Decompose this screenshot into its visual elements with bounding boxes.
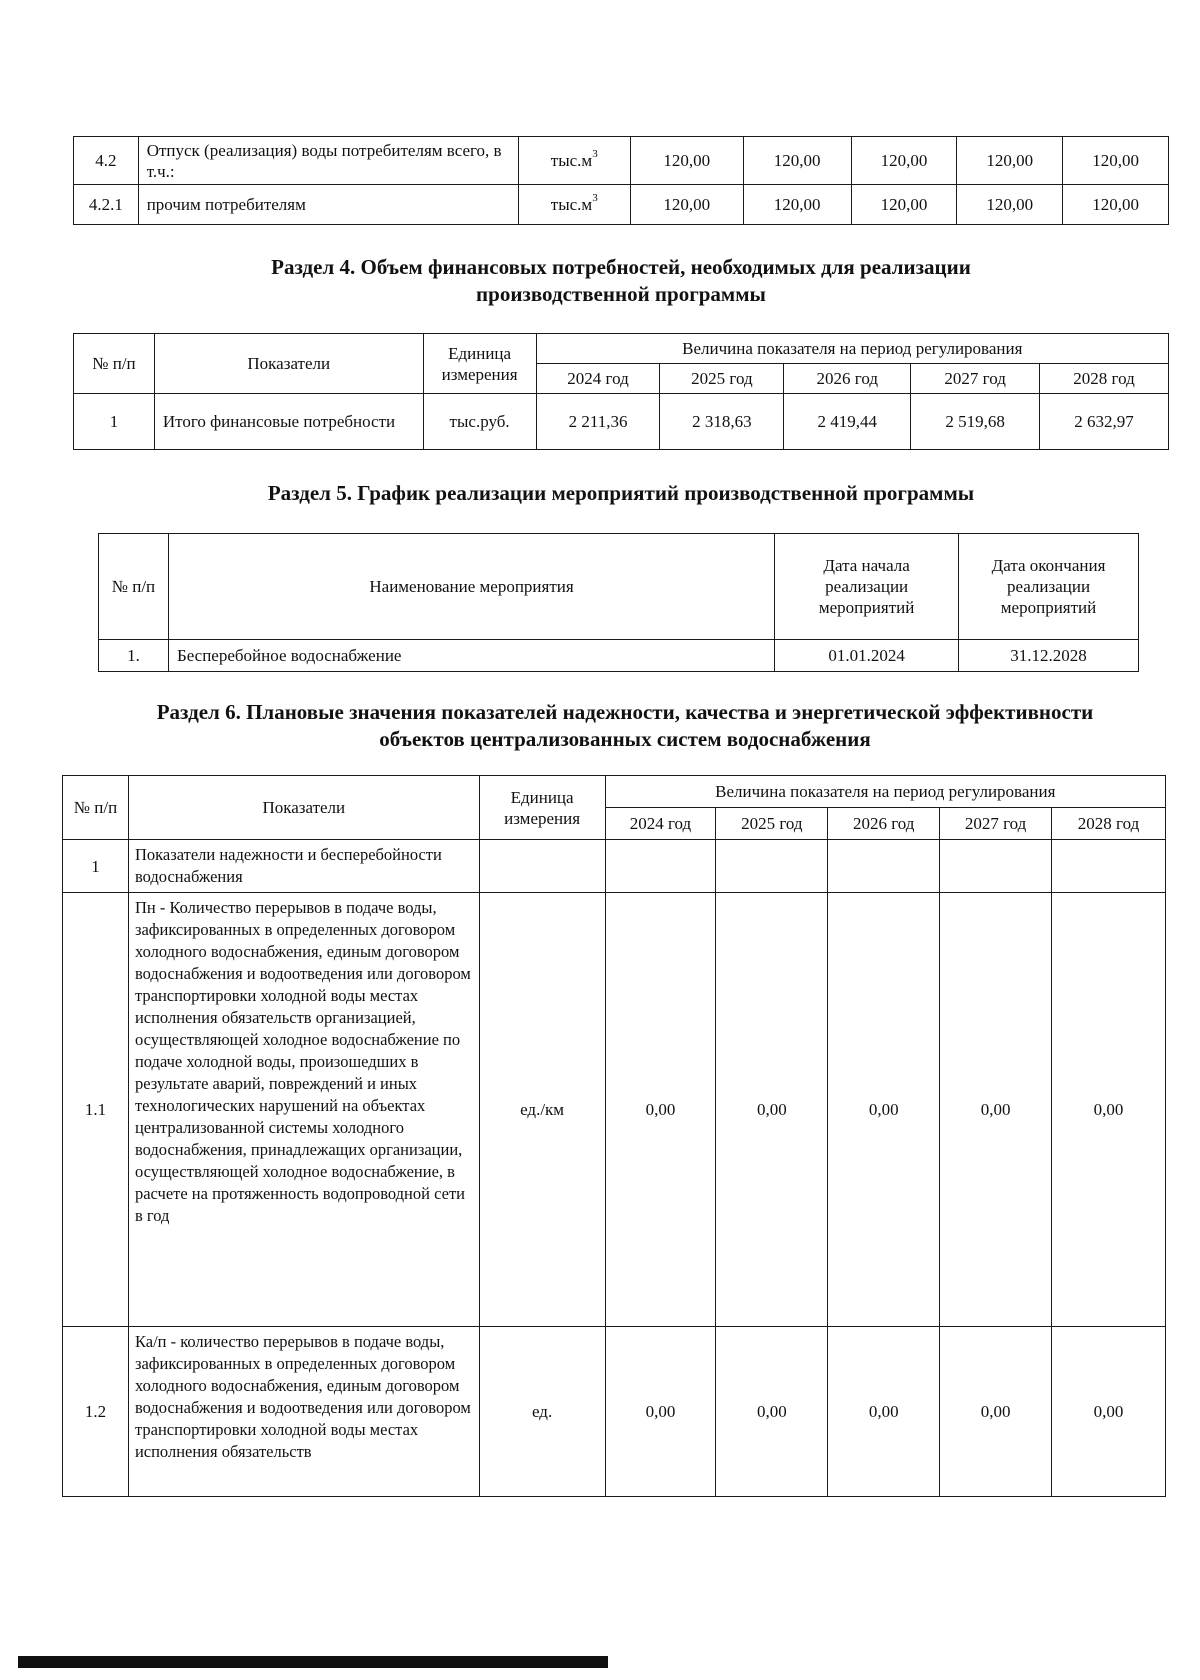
value-2026 <box>828 840 940 893</box>
row-name: прочим потребителям <box>138 185 518 225</box>
row-unit: ед./км <box>479 893 605 1327</box>
header-year: 2025 год <box>716 808 828 840</box>
row-name: Пн - Количество перерывов в подаче воды, зафиксированных в определенных договором холодного водоснабжения, единым договором водоснабжения и водоотведения или договором транспортировки холодной воды местах исполнения обязательств организацией, осуществляющей холодное водоснабжение по подаче холодной воды, произошедших в результате аварий, повреждений и иных технологических нарушений на объектах централизованной системы холодного водоснабжения, принадлежащих организации, осуществляющей холодное водоснабжение, в расчете на протяженность водопроводной сети в год <box>128 893 479 1327</box>
header-period: Величина показателя на период регулирования <box>536 334 1168 364</box>
header-year: 2026 год <box>784 364 911 394</box>
value-2026: 120,00 <box>851 137 957 185</box>
row-unit <box>479 840 605 893</box>
header-start: Дата начала реализации мероприятий <box>775 534 959 640</box>
section5-title: Раздел 5. График реализации мероприятий производственной программы <box>267 481 975 505</box>
value-2027: 2 519,68 <box>911 394 1040 450</box>
value-2024: 120,00 <box>630 137 743 185</box>
header-unit: Единица измерения <box>423 334 536 394</box>
header-num: № п/п <box>74 334 155 394</box>
row-number: 4.2.1 <box>74 185 139 225</box>
value-2028: 0,00 <box>1052 1327 1166 1497</box>
table-row <box>74 185 1169 225</box>
value-2027: 120,00 <box>957 137 1063 185</box>
row-number: 1.2 <box>63 1327 129 1497</box>
value-2028: 0,00 <box>1052 893 1166 1327</box>
header-end: Дата окончания реализации мероприятий <box>959 534 1139 640</box>
table-row <box>63 840 1166 893</box>
scan-edge-bar <box>18 1656 608 1668</box>
header-year: 2027 год <box>940 808 1052 840</box>
value-2028: 120,00 <box>1063 185 1169 225</box>
header-num: № п/п <box>99 534 169 640</box>
row-name: Ка/п - количество перерывов в подаче воды, зафиксированных в определенных договором холодного водоснабжения, единым договором водоснабжения и водоотведения или договором транспортировки холодной воды местах исполнения обязательств <box>128 1327 479 1497</box>
table-row <box>74 394 1169 450</box>
table-row <box>63 893 1166 1327</box>
row-unit: ед. <box>479 1327 605 1497</box>
header-year: 2026 год <box>828 808 940 840</box>
value-2027 <box>940 840 1052 893</box>
header-year: 2024 год <box>536 364 660 394</box>
section6-title: Раздел 6. Плановые значения показателей надежности, качества и энергетической эффективности объектов централизованных систем водоснабжения <box>156 700 1094 751</box>
table-row <box>74 137 1169 185</box>
row-end-date: 31.12.2028 <box>959 640 1139 672</box>
value-2027: 0,00 <box>940 893 1052 1327</box>
finance-table <box>73 333 1169 450</box>
header-num: № п/п <box>63 776 129 840</box>
header-indicator: Показатели <box>128 776 479 840</box>
value-2024: 0,00 <box>605 893 716 1327</box>
header-year: 2028 год <box>1040 364 1169 394</box>
header-year: 2028 год <box>1052 808 1166 840</box>
row-unit: $тыс.м^3$ <box>518 137 630 185</box>
row-name: Итого финансовые потребности <box>154 394 423 450</box>
row-number: 1. <box>99 640 169 672</box>
value-2025: 120,00 <box>743 137 851 185</box>
header-year: 2024 год <box>605 808 716 840</box>
row-name: Показатели надежности и бесперебойности водоснабжения <box>128 840 479 893</box>
value-2027: 120,00 <box>957 185 1063 225</box>
value-2024: 0,00 <box>605 1327 716 1497</box>
value-2025: 2 318,63 <box>660 394 784 450</box>
value-2028: 120,00 <box>1063 137 1169 185</box>
value-2026: 0,00 <box>828 1327 940 1497</box>
value-2025: 0,00 <box>716 1327 828 1497</box>
value-2025 <box>716 840 828 893</box>
table-row <box>63 1327 1166 1497</box>
header-name: Наименование мероприятия <box>168 534 774 640</box>
header-unit: Единица измерения <box>479 776 605 840</box>
value-2026: 120,00 <box>851 185 957 225</box>
value-2024: 2 211,36 <box>536 394 660 450</box>
row-unit: $тыс.м^3$ <box>518 185 630 225</box>
table-row <box>99 640 1139 672</box>
value-2028 <box>1052 840 1166 893</box>
schedule-table <box>98 533 1139 672</box>
value-2024 <box>605 840 716 893</box>
value-2024: 120,00 <box>630 185 743 225</box>
volume-table <box>73 136 1169 225</box>
row-number: 1 <box>74 394 155 450</box>
value-2025: 120,00 <box>743 185 851 225</box>
row-unit: тыс.руб. <box>423 394 536 450</box>
row-number: 4.2 <box>74 137 139 185</box>
row-name: Бесперебойное водоснабжение <box>168 640 774 672</box>
value-2027: 0,00 <box>940 1327 1052 1497</box>
row-name: Отпуск (реализация) воды потребителям всего, в т.ч.: <box>138 137 518 185</box>
header-year: 2025 год <box>660 364 784 394</box>
value-2025: 0,00 <box>716 893 828 1327</box>
value-2028: 2 632,97 <box>1040 394 1169 450</box>
value-2026: 0,00 <box>828 893 940 1327</box>
indicators-table <box>62 775 1166 1497</box>
row-number: 1 <box>63 840 129 893</box>
header-indicator: Показатели <box>154 334 423 394</box>
row-number: 1.1 <box>63 893 129 1327</box>
value-2026: 2 419,44 <box>784 394 911 450</box>
header-year: 2027 год <box>911 364 1040 394</box>
header-period: Величина показателя на период регулирования <box>605 776 1165 808</box>
row-start-date: 01.01.2024 <box>775 640 959 672</box>
section4-title: Раздел 4. Объем финансовых потребностей, необходимых для реализации производственной программы <box>271 255 971 306</box>
